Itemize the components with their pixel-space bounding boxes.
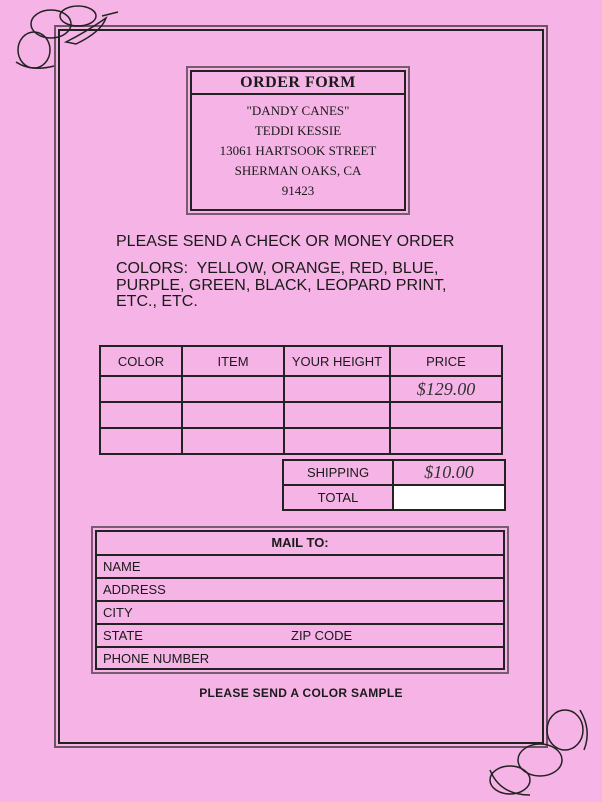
flower-decoration-bottom-right [480,700,600,800]
color-cell[interactable] [100,428,182,454]
col-color: COLOR [100,346,182,376]
col-price: PRICE [390,346,502,376]
phone-label: PHONE NUMBER [103,651,210,666]
table-row [100,428,502,454]
table-row [100,402,502,428]
mail-to-box [95,530,505,670]
business-name: "DANDY CANES" [246,103,350,118]
city-label: CITY [103,605,133,620]
phone-field[interactable] [97,648,503,669]
name-label: NAME [103,559,141,574]
shipping-value[interactable]: $10.00 [393,460,505,485]
price-cell[interactable]: $129.00 [390,376,502,402]
colors-line-1: COLORS: YELLOW, ORANGE, RED, BLUE, [116,260,439,277]
item-cell[interactable] [182,376,284,402]
colors-line-2: PURPLE, GREEN, BLACK, LEOPARD PRINT, [116,277,447,294]
col-item: ITEM [182,346,284,376]
state-zip-field[interactable] [97,625,503,648]
item-cell[interactable] [182,428,284,454]
zip: 91423 [281,183,315,198]
height-cell[interactable] [284,376,390,402]
footer-note: PLEASE SEND A COLOR SAMPLE [199,686,403,700]
name-field[interactable] [97,556,503,579]
colors-line-3: ETC., ETC. [116,293,198,310]
total-value[interactable] [393,485,505,510]
order-table [99,345,503,455]
item-cell[interactable] [182,402,284,428]
city-state: SHERMAN OAKS, CA [234,163,362,178]
state-label: STATE [103,628,143,643]
city-field[interactable] [97,602,503,625]
col-height: YOUR HEIGHT [284,346,390,376]
color-cell[interactable] [100,402,182,428]
price-cell[interactable] [390,428,502,454]
payment-notice: PLEASE SEND A CHECK OR MONEY ORDER [116,233,455,250]
height-cell[interactable] [284,402,390,428]
table-row [100,376,502,402]
height-cell[interactable] [284,428,390,454]
form-title: ORDER FORM [192,72,404,95]
zip-label: ZIP CODE [291,628,353,643]
flower-decoration-top-left [6,2,126,82]
address-field[interactable] [97,579,503,602]
street-address: 13061 HARTSOOK STREET [219,143,377,158]
total-label: TOTAL [283,485,393,510]
shipping-label: SHIPPING [283,460,393,485]
address-box [190,70,406,211]
summary-table [282,459,506,511]
color-cell[interactable] [100,376,182,402]
contact-name: TEDDI KESSIE [254,123,342,138]
price-cell[interactable] [390,402,502,428]
mail-to-title: MAIL TO: [97,532,503,556]
address-label: ADDRESS [103,582,166,597]
